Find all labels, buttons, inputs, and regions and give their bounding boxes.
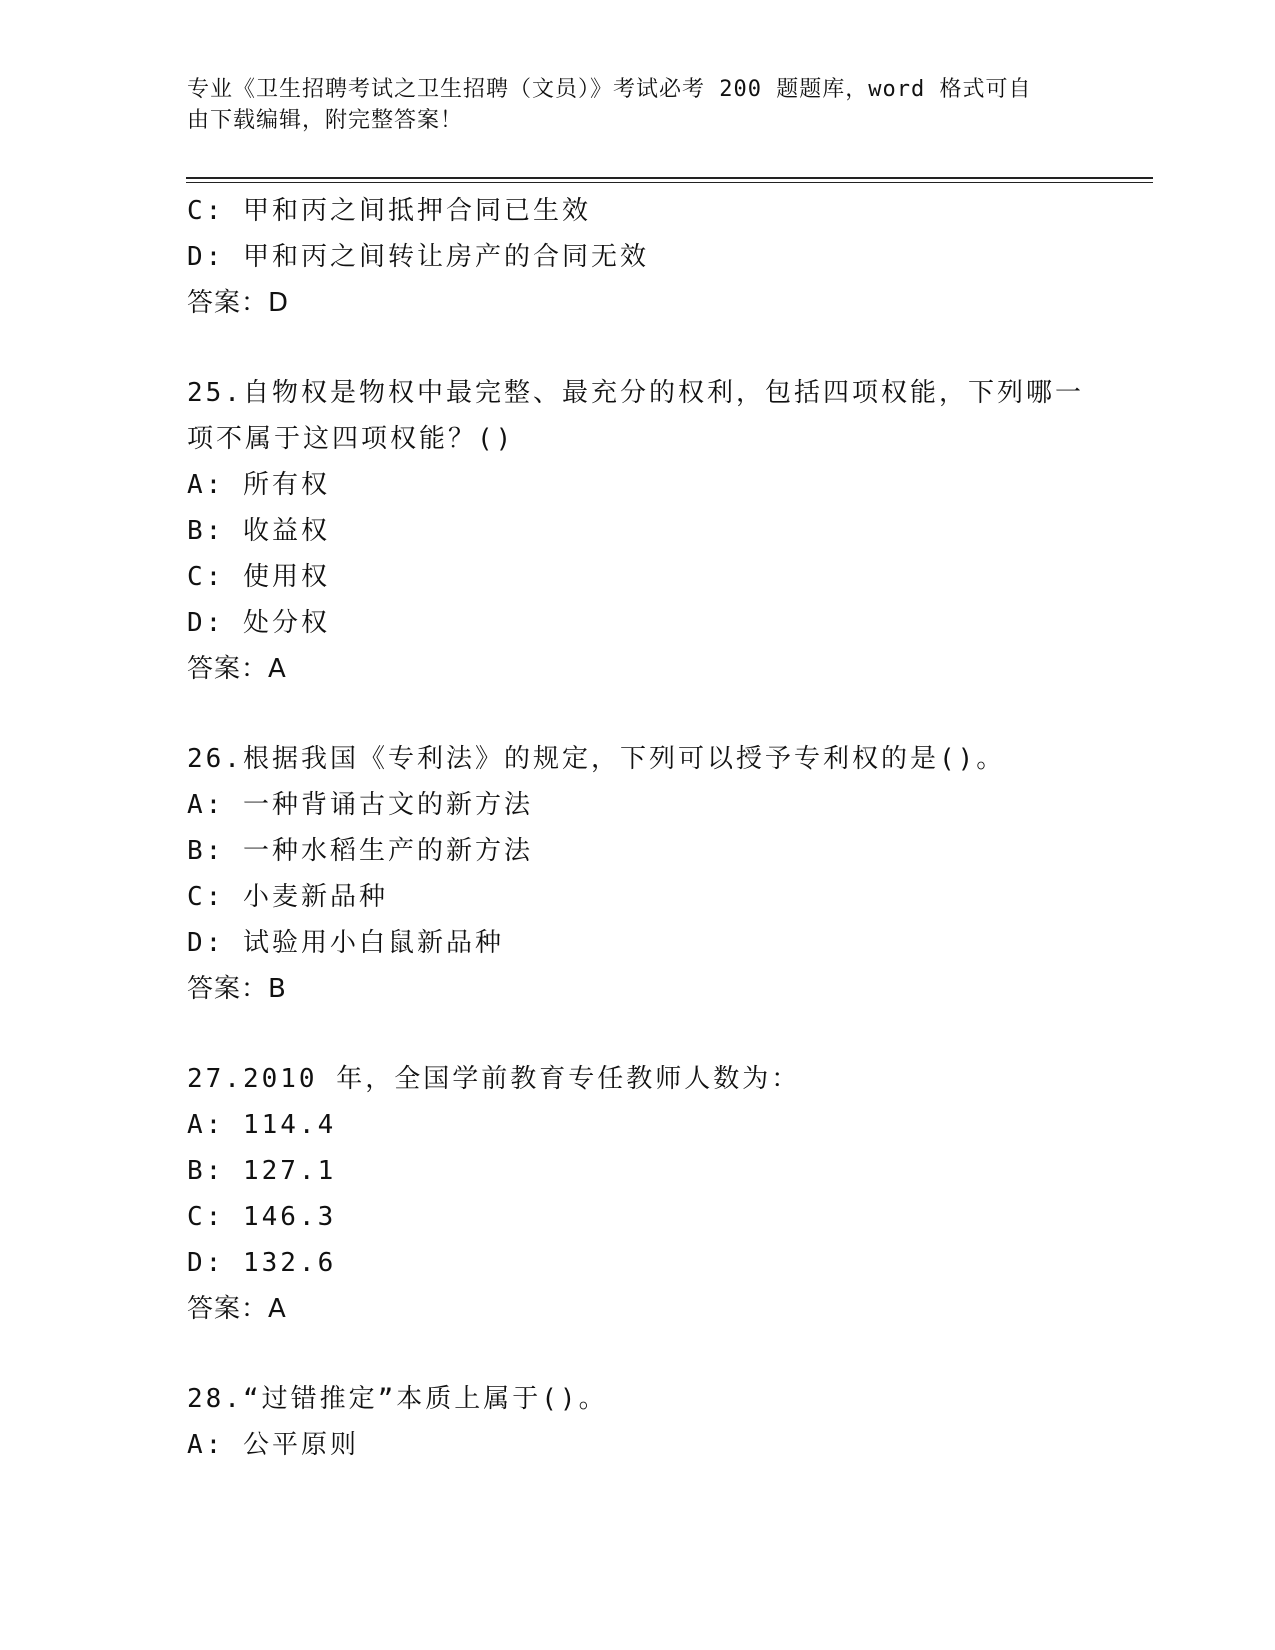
option-d: D: 处分权 bbox=[187, 608, 330, 638]
question-stem: 26.根据我国《专利法》的规定，下列可以授予专利权的是()。 bbox=[187, 744, 1006, 774]
question-list bbox=[187, 188, 1087, 1468]
answer-label: 答案：D bbox=[187, 288, 290, 318]
option-d: D: 试验用小白鼠新品种 bbox=[187, 928, 504, 958]
option-a: A: 所有权 bbox=[187, 470, 330, 500]
answer-label: 答案：B bbox=[187, 974, 287, 1004]
question-stem: 27.2010 年，全国学前教育专任教师人数为： bbox=[187, 1064, 801, 1094]
question-27 bbox=[187, 1056, 1087, 1332]
option-d: D: 132.6 bbox=[187, 1248, 337, 1278]
option-a: A: 公平原则 bbox=[187, 1430, 359, 1460]
question-28 bbox=[187, 1376, 1087, 1468]
question-stem: 25.自物权是物权中最完整、最充分的权利，包括四项权能，下列哪一 bbox=[187, 378, 1084, 408]
question-24-tail bbox=[187, 188, 1087, 326]
header-divider-thick bbox=[186, 177, 1153, 179]
option-c: C: 小麦新品种 bbox=[187, 882, 388, 912]
question-26 bbox=[187, 736, 1087, 1012]
document-header bbox=[187, 74, 1067, 136]
option-b: B: 收益权 bbox=[187, 516, 330, 546]
option-b: B: 一种水稻生产的新方法 bbox=[187, 836, 533, 866]
option-a: A: 114.4 bbox=[187, 1110, 337, 1140]
header-line-2: 由下载编辑，附完整答案！ bbox=[187, 108, 464, 133]
option-c: C: 146.3 bbox=[187, 1202, 337, 1232]
option-c: C: 使用权 bbox=[187, 562, 330, 592]
header-line-1: 专业《卫生招聘考试之卫生招聘（文员）》考试必考 200 题题库，word 格式可自 bbox=[187, 77, 1032, 102]
option-c: C: 甲和丙之间抵押合同已生效 bbox=[187, 196, 591, 226]
answer-label: 答案：A bbox=[187, 1294, 287, 1324]
question-25 bbox=[187, 370, 1087, 692]
option-b: B: 127.1 bbox=[187, 1156, 337, 1186]
question-stem-continued: 项不属于这四项权能？() bbox=[187, 424, 515, 454]
answer-label: 答案：A bbox=[187, 654, 287, 684]
option-a: A: 一种背诵古文的新方法 bbox=[187, 790, 533, 820]
option-d: D: 甲和丙之间转让房产的合同无效 bbox=[187, 242, 649, 272]
header-divider-thin bbox=[186, 182, 1153, 183]
question-stem: 28.“过错推定”本质上属于()。 bbox=[187, 1384, 608, 1414]
